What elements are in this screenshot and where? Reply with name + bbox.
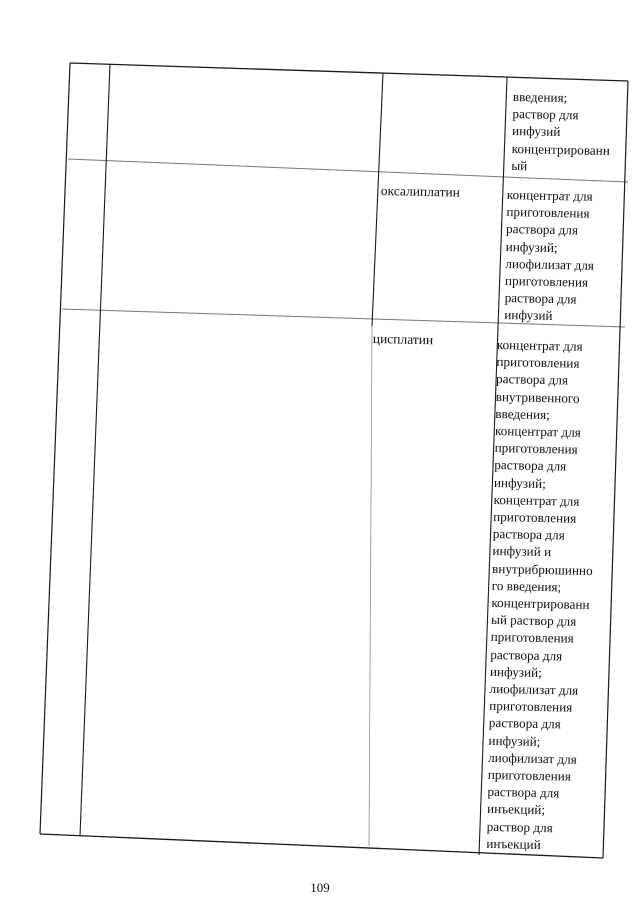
column-divider-2a [372, 73, 383, 326]
left-border [40, 63, 70, 834]
right-border [603, 81, 628, 858]
table-top-border [70, 63, 628, 81]
dosage-form-cell: введения; раствор для инфузий концентрированн ый [511, 88, 611, 174]
column-divider-1 [80, 64, 110, 836]
page-number: 109 [310, 880, 330, 895]
dosage-form-cell: концентрат для приготовления раствора для инфузий; лиофилизат для приготовления раствора для инфузий [504, 186, 595, 324]
column-divider-2b [369, 326, 372, 846]
drug-name-cell: цисплатин [372, 330, 434, 348]
dosage-form-cell: концентрат для приготовления раствора для внутривенного введения; концентрат для приготовления раствора для инфузий; концентрат для приготовления раствора для инфузий и внутрибрюшинно го введения; концентрированн ый раствор для приготовления раствора для инфузий; лиофилизат для приготовления раствора для инфузий; лиофилизат для приготовления раствора для инъекций; раствор для инъекций [486, 336, 593, 852]
drug-name-cell: оксалиплатин [380, 182, 461, 200]
